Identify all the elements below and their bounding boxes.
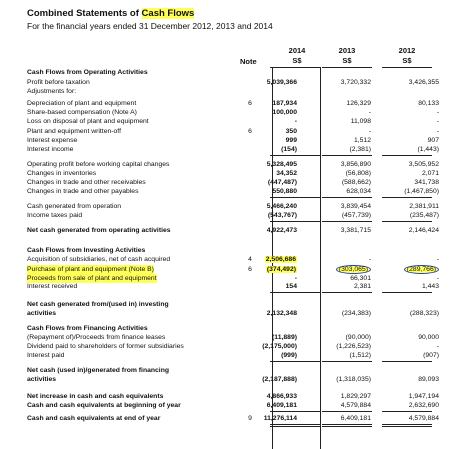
row-label: Net cash generated from operating activities [27, 227, 171, 234]
cell-value: (907) [423, 352, 439, 359]
cell-2012 [379, 160, 439, 169]
year-2014: 2014 [288, 46, 306, 55]
subtotal-rule [270, 221, 320, 222]
cell-2012 [379, 282, 439, 291]
cell-value: (235,487) [409, 212, 439, 219]
title-highlight: Cash Flows [141, 8, 195, 19]
cell-2013 [311, 108, 371, 117]
table-row [0, 324, 472, 333]
table-row [0, 255, 472, 264]
row-label: Cash Flows from Operating Activities [27, 69, 148, 76]
cell-2012 [379, 401, 439, 410]
row-label: Adjustments for: [27, 88, 77, 95]
cell-2014 [237, 160, 297, 169]
cell-value: 1,947,194 [408, 393, 439, 400]
cell-2012 [379, 211, 439, 220]
cell-2013 [311, 342, 371, 351]
table-row [0, 351, 472, 360]
table-row [0, 282, 472, 291]
cell-2013 [311, 160, 371, 169]
header-2014 [272, 46, 322, 66]
subtotal-rule [270, 411, 320, 412]
cell-2013 [311, 187, 371, 196]
header-2012 [382, 46, 432, 66]
cell-value: 154 [285, 283, 297, 290]
cell-value: 2,632,690 [408, 402, 439, 409]
row-label: Net cash generated from/(used in) investing [27, 301, 169, 308]
header-note: Note [240, 57, 257, 66]
cell-value: (1,226,523) [336, 343, 371, 350]
cell-value: 2,071 [421, 170, 439, 177]
cell-value: (303,065) [336, 265, 371, 274]
cell-2014 [237, 282, 297, 291]
row-label: Cash Flows from Investing Activities [27, 247, 146, 254]
cell-2014 [237, 117, 297, 126]
cell-2013 [311, 333, 371, 342]
cell-2014 [237, 226, 297, 235]
subtotal-rule [322, 292, 372, 293]
cell-value: 5,039,366 [266, 79, 297, 86]
subtotal-rule [382, 361, 432, 362]
table-row [0, 117, 472, 126]
cell-value: 89,093 [418, 376, 439, 383]
cell-value: 3,720,332 [340, 79, 371, 86]
cell-value: (999) [281, 352, 297, 359]
cell-2014 [237, 414, 297, 423]
row-label: (Repayment of)/Proceeds from finance leases [27, 334, 166, 341]
cell-2013 [311, 169, 371, 178]
cell-value: - [368, 109, 371, 116]
cell-2013 [311, 375, 371, 384]
cell-2013 [311, 282, 371, 291]
subtotal-rule [322, 361, 372, 362]
cell-2013 [311, 211, 371, 220]
cell-2013 [311, 309, 371, 318]
cell-value: 11,276,114 [263, 415, 297, 422]
row-label: Purchase of plant and equipment (Note B) [27, 266, 154, 273]
row-label: Net cash (used in)/generated from financing [27, 367, 170, 374]
cell-2012 [379, 375, 439, 384]
cell-2012 [379, 265, 439, 274]
row-note: 4 [248, 256, 252, 263]
subtotal-rule [382, 411, 432, 412]
cell-value: (288,323) [409, 310, 439, 317]
table-row [0, 108, 472, 117]
cell-2013 [311, 226, 371, 235]
cell-2014 [237, 342, 297, 351]
table-row [0, 366, 472, 375]
cell-2014 [237, 127, 297, 136]
cell-2012 [379, 202, 439, 211]
cell-2013 [311, 117, 371, 126]
cell-value: 3,381,715 [340, 227, 371, 234]
cell-2013 [311, 202, 371, 211]
header-2013 [322, 46, 372, 66]
cell-value: - [294, 275, 297, 282]
cell-2014 [237, 169, 297, 178]
cell-value: - [368, 128, 371, 135]
cell-value: - [436, 256, 439, 263]
cell-2012 [379, 392, 439, 401]
cell-2014 [237, 202, 297, 211]
table-row [0, 300, 472, 309]
cell-value: 34,352 [276, 170, 297, 177]
cell-value: 1,512 [353, 137, 371, 144]
row-label: Interest expense [27, 137, 78, 144]
cell-2013 [311, 136, 371, 145]
subtotal-rule [322, 155, 372, 156]
statement-subtitle: For the financial years ended 31 December 2012, 2013 and 2014 [27, 21, 273, 31]
cell-value: - [436, 109, 439, 116]
table-row [0, 414, 472, 423]
row-label: Operating profit before working capital changes [27, 161, 170, 168]
row-label: Acquisition of subsidiaries, net of cash acquired [27, 256, 171, 263]
subtotal-rule [322, 197, 372, 198]
cell-2014 [237, 392, 297, 401]
row-label: Changes in trade and other payables [27, 188, 139, 195]
cell-value: 66,301 [350, 275, 371, 282]
cell-2013 [311, 255, 371, 264]
subtotal-rule [270, 197, 320, 198]
row-note: 6 [248, 100, 252, 107]
row-label: Profit before taxation [27, 79, 90, 86]
table-row [0, 187, 472, 196]
table-row [0, 178, 472, 187]
cell-value: (374,492) [266, 266, 296, 273]
table-row [0, 78, 472, 87]
cell-value: 2,381,911 [409, 203, 439, 210]
total-rule [270, 426, 320, 427]
row-label: Share-based compensation (Note A) [27, 109, 137, 116]
cell-value: 6,409,181 [266, 402, 297, 409]
cell-value: (289,766) [404, 265, 439, 274]
subtotal-rule [270, 292, 320, 293]
cell-value: - [436, 275, 439, 282]
cell-value: 907 [427, 137, 439, 144]
cell-value: 80,133 [418, 100, 439, 107]
table-row [0, 145, 472, 154]
cell-value: 4,579,884 [408, 415, 439, 422]
cell-2012 [379, 255, 439, 264]
cell-2012 [379, 414, 439, 423]
cell-2014 [237, 136, 297, 145]
cell-value: 3,426,355 [408, 79, 439, 86]
cell-value: 628,034 [346, 188, 371, 195]
row-label: Interest income [27, 146, 74, 153]
row-label: activities [27, 376, 57, 383]
cell-value: (457,739) [341, 212, 371, 219]
cell-2012 [379, 145, 439, 154]
table-row [0, 68, 472, 77]
subtotal-rule [322, 411, 372, 412]
cell-value: (56,808) [345, 170, 371, 177]
subtotal-rule [270, 361, 320, 362]
cell-value: 2,381 [353, 283, 371, 290]
row-label: Plant and equipment written-off [27, 128, 121, 135]
row-label: Interest paid [27, 352, 65, 359]
table-row [0, 127, 472, 136]
cell-value: (11,889) [272, 334, 297, 341]
cell-2012 [379, 169, 439, 178]
cell-2014 [237, 145, 297, 154]
cell-value: 3,839,454 [340, 203, 371, 210]
cell-value: - [294, 118, 297, 125]
cell-2013 [311, 414, 371, 423]
cell-value: 341,738 [414, 179, 439, 186]
cell-value: (543,767) [267, 212, 297, 219]
cell-2012 [379, 78, 439, 87]
cell-2012 [379, 127, 439, 136]
cell-value: (1,512) [349, 352, 371, 359]
table-row [0, 375, 472, 384]
cell-2013 [311, 127, 371, 136]
cell-2014 [237, 401, 297, 410]
subtotal-rule [382, 197, 432, 198]
cell-2012 [379, 117, 439, 126]
cell-2013 [311, 392, 371, 401]
table-row [0, 333, 472, 342]
subtotal-rule [322, 221, 372, 222]
cell-value: (2,175,000) [262, 343, 297, 350]
subtotal-rule [382, 221, 432, 222]
cell-2012 [379, 136, 439, 145]
cell-value: (447,487) [267, 179, 297, 186]
table-row [0, 309, 472, 318]
cell-2014 [237, 211, 297, 220]
cell-2014 [237, 99, 297, 108]
cell-value: 4,922,473 [266, 227, 297, 234]
row-label: Cash and cash equivalents at end of year [27, 415, 161, 422]
cell-value: 3,856,890 [340, 161, 371, 168]
cell-value: 187,934 [272, 100, 297, 107]
total-rule [322, 426, 372, 427]
currency-2013: S$ [342, 56, 352, 65]
table-row [0, 87, 472, 96]
cell-value: 3,505,952 [408, 161, 439, 168]
cell-value: 350 [285, 128, 297, 135]
cell-2013 [311, 265, 371, 274]
cell-value: (154) [281, 146, 297, 153]
cell-2012 [379, 187, 439, 196]
cell-value: (90,000) [345, 334, 371, 341]
cell-value: (1,467,850) [404, 188, 439, 195]
total-rule [270, 424, 320, 425]
table-row [0, 342, 472, 351]
row-note: 6 [248, 266, 252, 273]
cell-value: 2,132,348 [266, 310, 297, 317]
cell-2014 [237, 333, 297, 342]
cell-value: (1,318,035) [336, 376, 371, 383]
cell-value: (588,662) [341, 179, 371, 186]
cell-value: 6,409,181 [340, 415, 371, 422]
cell-2013 [311, 78, 371, 87]
cell-2012 [379, 351, 439, 360]
cell-2014 [237, 351, 297, 360]
row-label: Proceeds from sale of plant and equipment [27, 275, 157, 282]
cell-2012 [379, 333, 439, 342]
row-label: Loss on disposal of plant and equipment [27, 118, 149, 125]
cell-value: (1,443) [417, 146, 439, 153]
cell-2014 [237, 108, 297, 117]
cell-2014 [237, 265, 297, 274]
table-row [0, 211, 472, 220]
cell-2014 [237, 178, 297, 187]
cell-value: 1,829,297 [340, 393, 371, 400]
table-row [0, 401, 472, 410]
cell-value: 999 [285, 137, 297, 144]
row-label: Changes in trade and other receivables [27, 179, 146, 186]
cell-value: 5,328,495 [266, 161, 297, 168]
row-label: Income taxes paid [27, 212, 83, 219]
table-row [0, 246, 472, 255]
cell-value: 90,000 [418, 334, 439, 341]
cell-value: 550,880 [272, 188, 297, 195]
subtotal-rule [270, 155, 320, 156]
row-label: Changes in inventories [27, 170, 97, 177]
table-row [0, 99, 472, 108]
cell-value: 4,579,884 [340, 402, 371, 409]
table-row [0, 160, 472, 169]
cell-2013 [311, 99, 371, 108]
cell-2012 [379, 108, 439, 117]
cell-2012 [379, 99, 439, 108]
cell-2014 [237, 255, 297, 264]
cell-value: 11,098 [350, 118, 371, 125]
cell-value: 126,329 [346, 100, 371, 107]
cell-2014 [237, 187, 297, 196]
row-label: Interest received [27, 283, 78, 290]
cell-value: 2,146,424 [408, 227, 439, 234]
cell-value: 2,506,686 [265, 256, 296, 263]
currency-2014: S$ [292, 56, 302, 65]
row-label: activities [27, 310, 57, 317]
table-row [0, 136, 472, 145]
total-rule [322, 424, 372, 425]
subtotal-rule [382, 155, 432, 156]
year-2012: 2012 [398, 46, 416, 55]
cell-value: (2,381) [349, 146, 371, 153]
cell-value: - [368, 256, 371, 263]
cell-value: (2,187,888) [262, 376, 297, 383]
table-row [0, 392, 472, 401]
row-label: Cash generated from operation [27, 203, 122, 210]
cell-2012 [379, 309, 439, 318]
row-label: Cash and cash equivalents at beginning of year [27, 402, 181, 409]
row-note: 6 [248, 128, 252, 135]
cell-value: 100,000 [272, 109, 297, 116]
cell-2014 [237, 309, 297, 318]
row-label: Net increase in cash and cash equivalents [27, 393, 164, 400]
row-note: 9 [248, 415, 252, 422]
cell-value: 4,866,933 [266, 393, 297, 400]
table-row [0, 202, 472, 211]
total-rule [382, 424, 432, 425]
cell-2013 [311, 145, 371, 154]
cell-2013 [311, 351, 371, 360]
subtotal-rule [382, 292, 432, 293]
statement-title [27, 8, 194, 19]
cell-2014 [237, 78, 297, 87]
row-label: Depreciation of plant and equipment [27, 100, 137, 107]
year-2013: 2013 [338, 46, 356, 55]
cell-2012 [379, 226, 439, 235]
cell-2014 [237, 375, 297, 384]
cell-value: - [436, 343, 439, 350]
table-row [0, 169, 472, 178]
currency-2012: S$ [402, 56, 412, 65]
total-rule [382, 426, 432, 427]
cell-value: - [436, 118, 439, 125]
cell-value: - [436, 128, 439, 135]
row-label: Cash Flows from Financing Activities [27, 325, 148, 332]
row-label: Dividend paid to shareholders of former subsidiaries [27, 343, 184, 350]
table-row [0, 226, 472, 235]
cell-value: 5,466,240 [266, 203, 297, 210]
title-prefix: Combined Statements of [27, 8, 142, 19]
cell-2012 [379, 342, 439, 351]
cell-2013 [311, 401, 371, 410]
cell-2012 [379, 178, 439, 187]
cell-value: (234,383) [341, 310, 371, 317]
cell-value: 1,443 [421, 283, 439, 290]
cell-2013 [311, 178, 371, 187]
table-row [0, 265, 472, 274]
